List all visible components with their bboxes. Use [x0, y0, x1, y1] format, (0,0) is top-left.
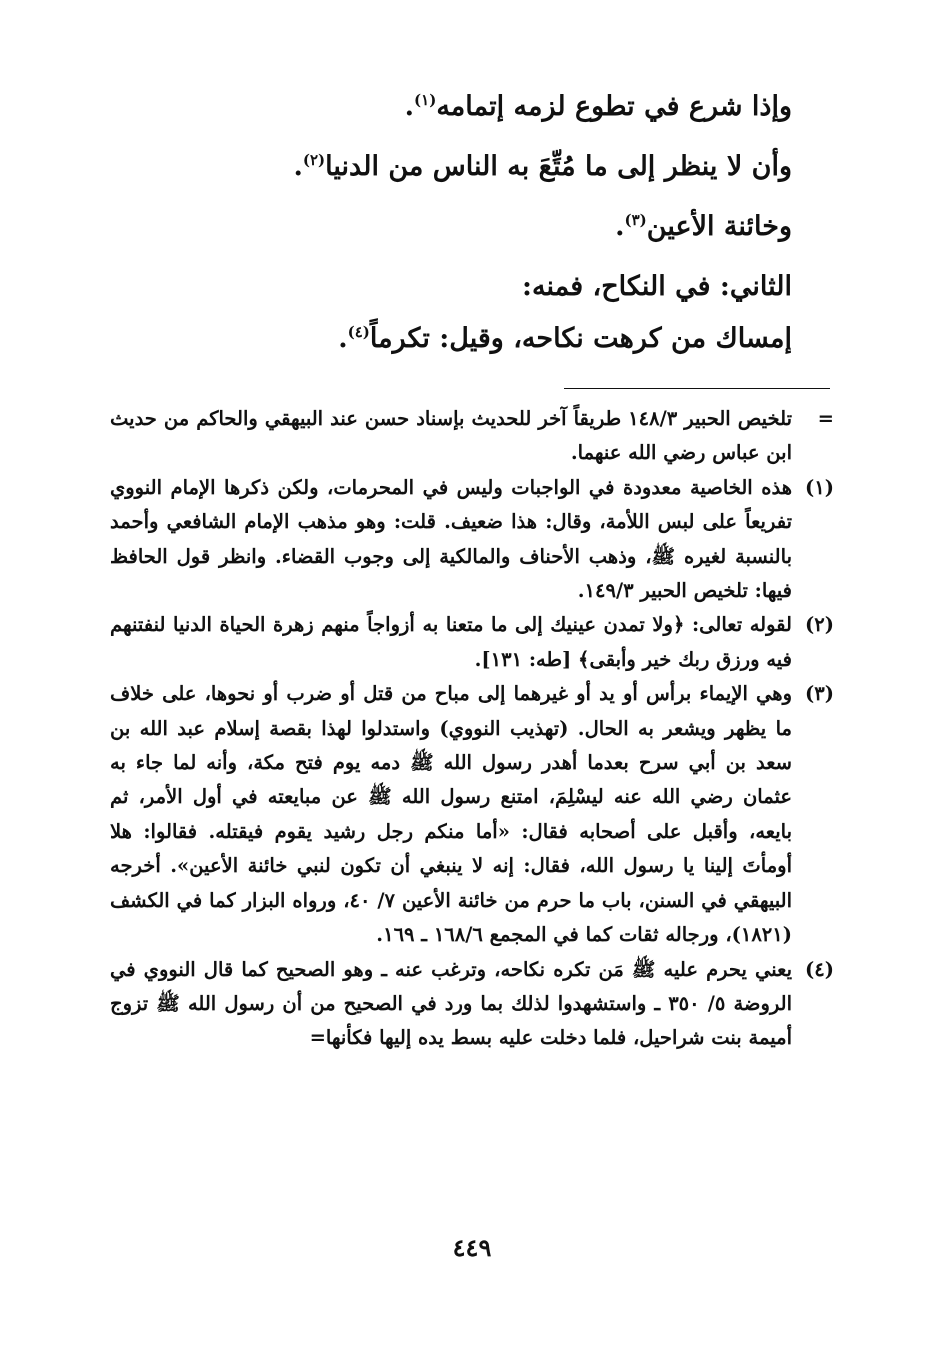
- footnote-number: (٢): [805, 613, 834, 637]
- main-line-text: الثاني: في النكاح، فمنه:: [522, 271, 792, 302]
- line-end: .: [404, 91, 415, 122]
- footnote-number: (٣): [805, 682, 834, 706]
- main-line-3: [152, 212, 792, 242]
- footnote-1: [110, 471, 834, 609]
- footnote-divider: [564, 388, 830, 389]
- footnote-text: لقوله تعالى: ﴿ولا تمدن عينيك إلى ما متعنا به أزواجاً منهم زهرة الحياة الدنيا لنفتنهم فيه ورزق ربك خير وأبقى﴾ [طه: ١٣١].: [110, 613, 792, 671]
- footnote-number: (١): [805, 475, 834, 499]
- footnote-text: وهي الإيماء برأس أو يد أو غيرهما إلى مباح من قتل أو ضرب أو نحوها، على خلاف ما يظهر ويشعر به الحال. (تهذيب النووي) واستدلوا لهذا بقصة إسلام عبد الله بن سعد بن أبي سرح بعدما أهدر رسول الله ﷺ دمه يوم فتح مكة، وأنه لما جاء به عثمان رضي الله عنه ليسْلِمَ، امتنع رسول الله ﷺ عن مبايعته في أول الأمر، ثم بايعه، وأقبل على أصحابه فقال: «أما منكم رجل رشيد يقوم فيقتله. فقالوا: هلا أومأتَ إلينا يا رسول الله، فقال: إنه لا ينبغي أن تكون لنبي خائنة الأعين». أخرجه البيهقي في السنن، باب ما حرم من خائنة الأعين ٧/ ٤٠، ورواه البزار كما في الكشف (١٨٢١)، ورجاله ثقات كما في المجمع ١٦٨/٦ ـ ١٦٩.: [110, 682, 792, 947]
- line-end: .: [338, 323, 348, 354]
- section-heading: [152, 272, 792, 302]
- footnote-number: (٤): [805, 957, 834, 981]
- page-number: ٤٤٩: [452, 1233, 492, 1262]
- main-line-5: [152, 324, 792, 354]
- footnote-text: يعني يحرم عليه ﷺ مَن تكره نكاحه، وترغب عنه ـ وهو الصحيح كما قال النووي في الروضة ٥/ ٣٥٠ ـ واستشهدوا لذلك بما ورد في الصحيح من أن رسول الله ﷺ تزوج أميمة بنت شراحيل، فلما دخلت عليه بسط يده إليها فكأنها=: [110, 957, 792, 1050]
- footnote-3: [110, 677, 834, 952]
- footnote-text: هذه الخاصية معدودة في الواجبات وليس في المحرمات، ولكن ذكرها الإمام النووي تفريعاً على لبس اللأمة، وقال: هذا ضعيف. قلت: وهو مذهب الإمام الشافعي وأحمد بالنسبة لغيره ﷺ، وذهب الأحناف والمالكية إلى وجوب القضاء. وانظر قول الحافظ فيها: تلخيص الحبير ١٤٩/٣.: [110, 475, 792, 603]
- footnote-ref[interactable]: (١): [414, 91, 437, 109]
- line-end: .: [293, 151, 303, 182]
- main-line-text: وأن لا ينظر إلى ما مُتِّعَ به الناس من الدنيا: [325, 151, 792, 182]
- main-line-text: إمساك من كرهت نكاحه، وقيل: تكرماً: [369, 323, 792, 354]
- line-end: .: [615, 211, 625, 242]
- footnotes-section: [110, 402, 834, 1056]
- footnote-ref[interactable]: (٢): [302, 151, 326, 169]
- footnote-ref[interactable]: (٣): [624, 211, 647, 229]
- footnote-ref[interactable]: (٤): [347, 323, 370, 341]
- main-line-1: [152, 92, 792, 122]
- footnote-text: تلخيص الحبير ١٤٨/٣ طريقاً آخر للحديث بإسناد حسن عند البيهقي والحاكم من حديث ابن عباس رضي الله عنهما.: [110, 407, 793, 465]
- footnote-number: =: [817, 407, 834, 430]
- main-line-text: وإذا شرع في تطوع لزمه إتمامه: [436, 91, 792, 122]
- footnote-4: [110, 953, 834, 1056]
- main-line-2: [152, 152, 792, 182]
- main-line-text: وخائنة الأعين: [646, 211, 792, 242]
- footnote-2: [110, 608, 834, 677]
- main-text: [152, 92, 792, 384]
- footnote-continuation: [110, 402, 834, 471]
